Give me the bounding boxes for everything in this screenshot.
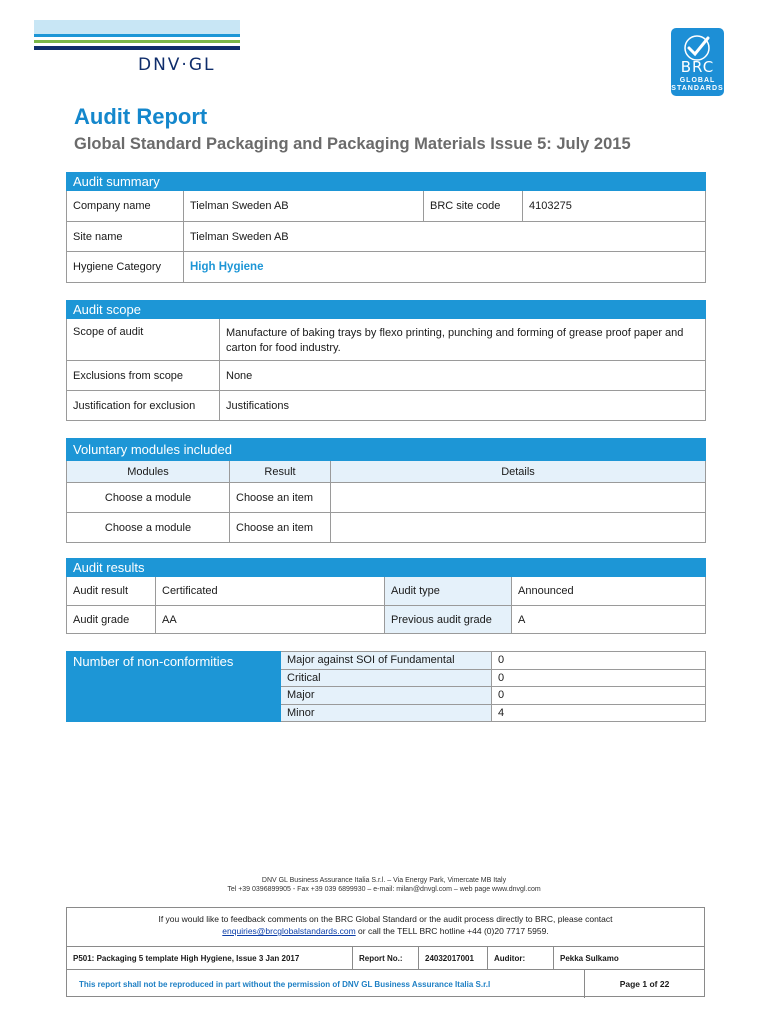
module-select[interactable]: Choose a module (67, 483, 230, 513)
audit-grade-value: AA (156, 606, 385, 634)
details-field[interactable] (331, 483, 706, 513)
site-name-value: Tielman Sweden AB (184, 222, 706, 252)
minor-value: 4 (492, 704, 706, 722)
scope-of-audit-value: Manufacture of baking trays by flexo printing, punching and forming of grease proof paper and carton for food industry. (220, 319, 706, 361)
company-name-label: Company name (67, 191, 184, 222)
logo-stripe-blue (34, 34, 240, 37)
brc-logo-line1: GLOBAL (679, 77, 716, 84)
logo-stripe-navy (34, 46, 240, 50)
table-row (67, 513, 706, 543)
result-select[interactable]: Choose an item (230, 483, 331, 513)
audit-result-label: Audit result (67, 577, 156, 606)
audit-type-label: Audit type (385, 577, 512, 606)
brc-site-code-label: BRC site code (424, 191, 523, 222)
audit-result-value: Certificated (156, 577, 385, 606)
modules-column-header: Modules (67, 461, 230, 483)
details-field[interactable] (331, 513, 706, 543)
page-number: Page 1 of 22 (584, 970, 704, 998)
dnv-gl-logo-text: DNV·GL (138, 55, 216, 75)
table-row (67, 652, 706, 670)
footer-address-line1: DNV GL Business Assurance Italia S.r.l. – Via Energy Park, Vimercate MB Italy (261, 877, 507, 884)
auditor-value: Pekka Sulkamo (560, 953, 619, 963)
audit-summary-heading: Audit summary (67, 173, 706, 191)
feedback-email-link[interactable]: enquiries@brcglobalstandards.com (222, 926, 356, 936)
voluntary-modules-heading: Voluntary modules included (67, 439, 706, 461)
audit-results-heading: Audit results (67, 559, 706, 577)
major-fundamental-label: Major against SOI of Fundamental (281, 652, 492, 670)
report-no-value: 24032017001 (419, 947, 488, 969)
audit-type-value: Announced (512, 577, 706, 606)
audit-results-table (66, 558, 706, 634)
justification-label: Justification for exclusion (67, 391, 220, 421)
major-fundamental-value: 0 (492, 652, 706, 670)
justification-value: Justifications (220, 391, 706, 421)
major-label: Major (281, 687, 492, 705)
auditor-label: Auditor: (488, 947, 554, 969)
template-info: P501: Packaging 5 template High Hygiene, Issue 3 Jan 2017 (67, 947, 353, 969)
scope-of-audit-label: Scope of audit (67, 319, 220, 361)
brc-logo-line2: STANDARDS (671, 85, 724, 92)
feedback-hotline: or call the TELL BRC hotline +44 (0)20 7717 5959. (355, 926, 549, 936)
feedback-message: If you would like to feedback comments on the BRC Global Standard or the audit process directly to BRC, please contact (158, 914, 613, 924)
result-column-header: Result (230, 461, 331, 483)
site-name-label: Site name (67, 222, 184, 252)
audit-grade-label: Audit grade (67, 606, 156, 634)
hygiene-category-value[interactable]: High Hygiene (184, 252, 706, 283)
page-title: Audit Report (74, 104, 208, 129)
previous-audit-grade-value: A (512, 606, 706, 634)
reproduction-note: This report shall not be reproduced in part without the permission of DNV GL Business Assurance Italia S.r.l (79, 979, 491, 989)
exclusions-value: None (220, 361, 706, 391)
exclusions-label: Exclusions from scope (67, 361, 220, 391)
dnv-gl-logo (34, 20, 240, 78)
minor-label: Minor (281, 704, 492, 722)
page-subtitle: Global Standard Packaging and Packaging Materials Issue 5: July 2015 (74, 135, 631, 153)
footer-info-row (67, 946, 704, 970)
report-no-label: Report No.: (353, 947, 419, 969)
footer-address-line2: Tel +39 0396899905 - Fax +39 039 6899930 – e-mail: milan@dnvgl.com – web page www.dnvgl.com (227, 886, 541, 893)
feedback-contact-line (67, 926, 704, 936)
voluntary-modules-table (66, 438, 706, 543)
company-name-value: Tielman Sweden AB (184, 191, 424, 222)
major-value: 0 (492, 687, 706, 705)
previous-audit-grade-label: Previous audit grade (385, 606, 512, 634)
critical-label: Critical (281, 669, 492, 687)
critical-value: 0 (492, 669, 706, 687)
hygiene-category-label: Hygiene Category (67, 252, 184, 283)
audit-scope-heading: Audit scope (67, 301, 706, 319)
brc-logo-big: BRC (680, 58, 715, 76)
logo-stripe-green (34, 40, 240, 43)
audit-scope-table (66, 300, 706, 421)
details-column-header: Details (331, 461, 706, 483)
non-conformities-heading: Number of non-conformities (67, 652, 281, 722)
module-select[interactable]: Choose a module (67, 513, 230, 543)
non-conformities-table (66, 651, 706, 722)
footer-box (66, 907, 705, 997)
brc-site-code-value: 4103275 (523, 191, 706, 222)
audit-summary-table (66, 172, 706, 283)
table-row (67, 483, 706, 513)
footer-bottom-row (67, 970, 704, 998)
logo-stripe-light (34, 20, 240, 34)
result-select[interactable]: Choose an item (230, 513, 331, 543)
brc-global-standards-logo (671, 28, 724, 96)
